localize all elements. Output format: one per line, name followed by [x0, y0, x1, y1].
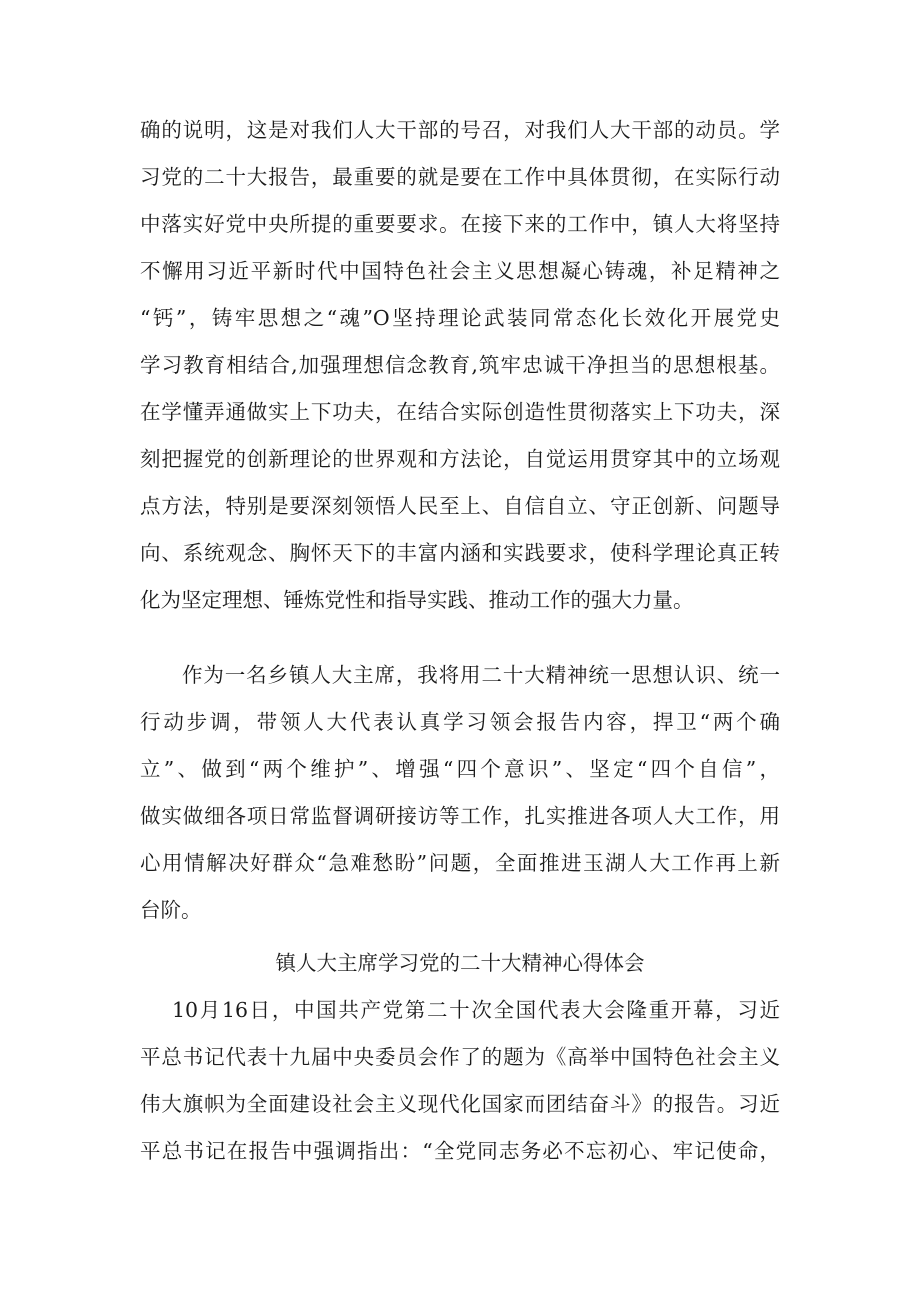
paragraph-3-line-3: 伟大旗帜为全面建设社会主义现代化国家而团结奋斗》的报告。习近: [140, 1092, 780, 1116]
paragraph-1-line-8: 刻把握党的创新理论的世界观和方法论，自觉运用贯穿其中的立场观: [140, 447, 780, 471]
paragraph-2-line-4: 做实做细各项日常监督调研接访等工作，扎实推进各项人大工作，用: [140, 804, 780, 828]
paragraph-2-line-6: 台阶。: [140, 898, 202, 922]
paragraph-1-line-1: 确的说明，这是对我们人大干部的号召，对我们人大干部的动员。学: [140, 118, 780, 142]
paragraph-1-line-5: “钙”，铸牢思想之“魂”O坚持理论武装同常态化长效化开展党史: [140, 306, 780, 330]
paragraph-3-line-4: 平总书记在报告中强调指出：“全党同志务必不忘初心、牢记使命，: [140, 1139, 780, 1163]
paragraph-2-line-2: 行动步调，带领人大代表认真学习领会报告内容，捍卫“两个确: [140, 710, 780, 734]
paragraph-2-line-1: 作为一名乡镇人大主席，我将用二十大精神统一思想认识、统一: [182, 663, 780, 687]
paragraph-1-line-11: 化为坚定理想、锤炼党性和指导实践、推动工作的强大力量。: [140, 588, 694, 612]
paragraph-1-line-9: 点方法，特别是要深刻领悟人民至上、自信自立、守正创新、问题导: [140, 494, 780, 518]
section-heading: 镇人大主席学习党的二十大精神心得体会: [275, 951, 645, 975]
paragraph-1-line-3: 中落实好党中央所提的重要要求。在接下来的工作中，镇人大将坚持: [140, 212, 780, 236]
paragraph-1-line-4: 不懈用习近平新时代中国特色社会主义思想凝心铸魂，补足精神之: [140, 259, 780, 283]
paragraph-3-line-1: 10月16日，中国共产党第二十次全国代表大会隆重开幕，习近: [172, 998, 780, 1022]
paragraph-1-line-2: 习党的二十大报告，最重要的就是要在工作中具体贯彻，在实际行动: [140, 165, 780, 189]
paragraph-2-line-5: 心用情解决好群众“急难愁盼”问题，全面推进玉湖人大工作再上新: [140, 851, 780, 875]
paragraph-1-line-10: 向、系统观念、胸怀天下的丰富内涵和实践要求，使科学理论真正转: [140, 541, 780, 565]
paragraph-1-line-7: 在学懂弄通做实上下功夫，在结合实际创造性贯彻落实上下功夫，深: [140, 400, 780, 424]
paragraph-2-line-3: 立”、做到“两个维护”、增强“四个意识”、坚定“四个自信”，: [140, 757, 780, 781]
paragraph-3-line-2: 平总书记代表十九届中央委员会作了的题为《高举中国特色社会主义: [140, 1045, 780, 1069]
paragraph-1-line-6: 学习教育相结合,加强理想信念教育,筑牢忠诚干净担当的思想根基。: [140, 353, 780, 377]
